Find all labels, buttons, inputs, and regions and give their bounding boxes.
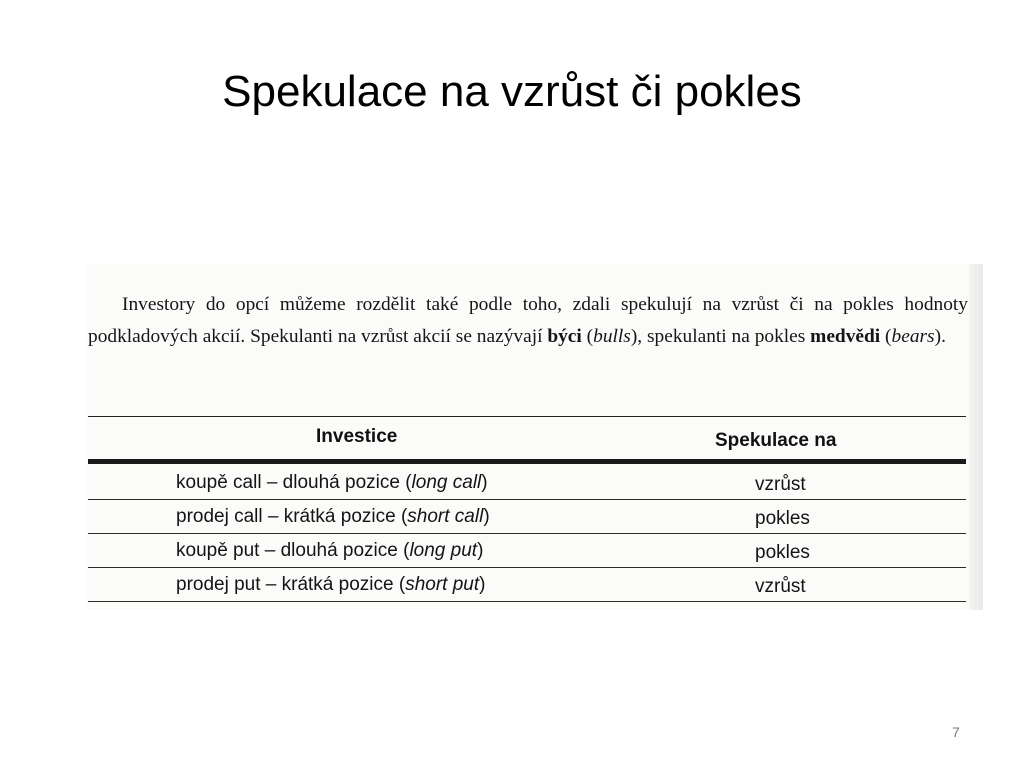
column-header-speculation: Spekulace na (715, 430, 837, 451)
scan-edge-shadow (969, 264, 983, 610)
bulls-english: bulls (593, 326, 631, 347)
scanned-excerpt (86, 264, 983, 610)
investment-cell (176, 574, 485, 596)
paragraph-part: ( (880, 326, 892, 347)
cell-english: long call (411, 472, 482, 493)
investment-cell (176, 472, 488, 494)
bulls-term: býci (547, 326, 582, 347)
cell-text: ) (483, 506, 490, 527)
cell-text: koupě put – dlouhá pozice ( (176, 540, 410, 561)
table-row (88, 534, 966, 568)
intro-paragraph (88, 289, 968, 353)
bears-english: bears (891, 326, 935, 347)
bears-term: medvědi (810, 326, 881, 347)
direction-cell: vzrůst (755, 474, 806, 495)
cell-english: short put (405, 574, 480, 595)
slide-title: Spekulace na vzrůst či pokles (222, 67, 802, 116)
cell-text: ) (477, 540, 484, 561)
table-top-rule (88, 416, 966, 417)
page-number: 7 (952, 724, 960, 740)
cell-english: short call (407, 506, 484, 527)
cell-text: koupě call – dlouhá pozice ( (176, 472, 412, 493)
investment-cell (176, 506, 490, 528)
cell-text: prodej call – krátká pozice ( (176, 506, 408, 527)
direction-cell: pokles (755, 542, 810, 563)
cell-english: long put (409, 540, 478, 561)
table-header-rule (88, 459, 966, 464)
paragraph-part: Investory do opcí můžeme rozdělit také podle toho, zdali spekulují na vzrůst či na pokles hodnoty podkladových akcií. Spekulanti na vzrůst akcií se nazývají (88, 294, 968, 347)
paragraph-part: ), spekulanti na pokles (630, 326, 811, 347)
direction-cell: vzrůst (755, 576, 806, 597)
cell-text: prodej put – krátká pozice ( (176, 574, 406, 595)
paragraph-text (88, 289, 968, 353)
cell-text: ) (481, 472, 488, 493)
investment-cell (176, 540, 483, 562)
column-header-investment: Investice (316, 426, 398, 447)
paragraph-part: ). (934, 326, 946, 347)
paragraph-part: ( (581, 326, 594, 347)
table-row (88, 466, 966, 500)
cell-text: ) (479, 574, 486, 595)
table-row (88, 568, 966, 602)
direction-cell: pokles (755, 508, 810, 529)
table-row (88, 500, 966, 534)
